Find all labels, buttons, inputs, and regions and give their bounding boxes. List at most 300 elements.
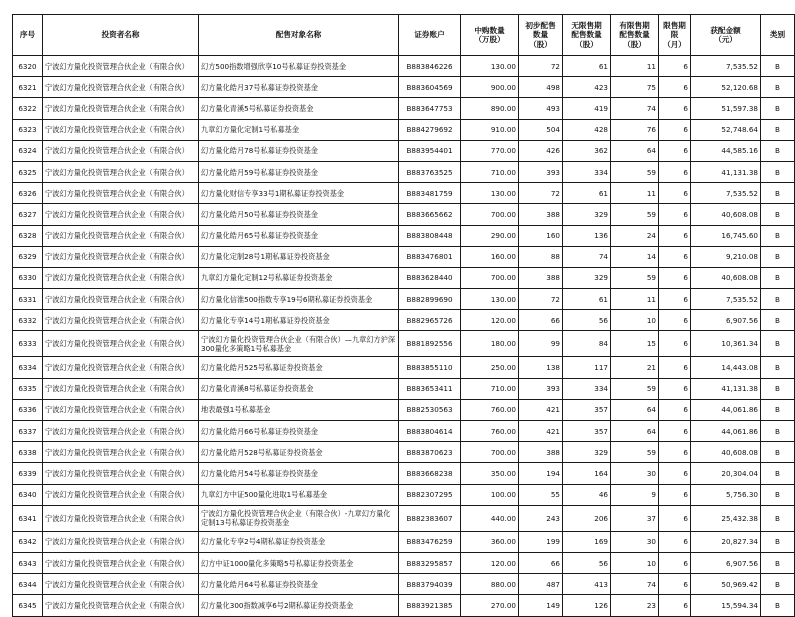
- cell-period: 6: [659, 119, 691, 140]
- cell-target: 地表最强1号私募基金: [199, 399, 399, 420]
- cell-limited: 76: [611, 119, 659, 140]
- cell-limited: 10: [611, 310, 659, 331]
- cell-initial: 504: [519, 119, 563, 140]
- cell-limited: 74: [611, 98, 659, 119]
- cell-seq: 6331: [13, 289, 43, 310]
- cell-initial: 194: [519, 463, 563, 484]
- cell-category: B: [761, 289, 795, 310]
- cell-unlimited: 329: [563, 204, 611, 225]
- cell-subscribe: 120.00: [461, 552, 519, 573]
- cell-initial: 388: [519, 204, 563, 225]
- cell-investor: 宁波幻方量化投资管理合伙企业（有限合伙）: [43, 484, 199, 505]
- cell-limited: 74: [611, 574, 659, 595]
- cell-seq: 6335: [13, 378, 43, 399]
- column-header-line: （元）: [714, 35, 737, 44]
- cell-investor: 宁波幻方量化投资管理合伙企业（有限合伙）: [43, 119, 199, 140]
- cell-account: B883481759: [399, 183, 461, 204]
- cell-limited: 37: [611, 505, 659, 531]
- cell-investor: 宁波幻方量化投资管理合伙企业（有限合伙）: [43, 552, 199, 573]
- column-header-line: （股）: [529, 39, 552, 49]
- cell-target: 幻方量化皓月59号私募证券投资基金: [199, 161, 399, 182]
- cell-category: B: [761, 183, 795, 204]
- cell-seq: 6345: [13, 595, 43, 616]
- cell-subscribe: 350.00: [461, 463, 519, 484]
- column-header-line: 获配金额: [710, 25, 741, 35]
- cell-account: B882899690: [399, 289, 461, 310]
- cell-initial: 160: [519, 225, 563, 246]
- cell-category: B: [761, 463, 795, 484]
- cell-period: 6: [659, 331, 691, 357]
- cell-target: 幻方量化信淮500指数专享19号6期私募证券投资基金: [199, 289, 399, 310]
- table-row: [13, 56, 795, 77]
- cell-subscribe: 180.00: [461, 331, 519, 357]
- cell-period: 6: [659, 310, 691, 331]
- cell-investor: 宁波幻方量化投资管理合伙企业（有限合伙）: [43, 56, 199, 77]
- cell-initial: 498: [519, 77, 563, 98]
- cell-category: B: [761, 331, 795, 357]
- cell-subscribe: 880.00: [461, 574, 519, 595]
- cell-period: 6: [659, 204, 691, 225]
- cell-investor: 宁波幻方量化投资管理合伙企业（有限合伙）: [43, 531, 199, 552]
- cell-seq: 6330: [13, 267, 43, 288]
- column-header-line: 有限售期: [619, 21, 650, 31]
- cell-investor: 宁波幻方量化投资管理合伙企业（有限合伙）: [43, 98, 199, 119]
- cell-limited: 64: [611, 140, 659, 161]
- cell-limited: 59: [611, 378, 659, 399]
- cell-amount: 7,535.52: [691, 289, 761, 310]
- cell-unlimited: 206: [563, 505, 611, 531]
- cell-account: B882530563: [399, 399, 461, 420]
- cell-subscribe: 100.00: [461, 484, 519, 505]
- cell-amount: 5,756.30: [691, 484, 761, 505]
- cell-initial: 72: [519, 289, 563, 310]
- cell-seq: 6321: [13, 77, 43, 98]
- cell-investor: 宁波幻方量化投资管理合伙企业（有限合伙）: [43, 225, 199, 246]
- cell-subscribe: 910.00: [461, 119, 519, 140]
- cell-unlimited: 164: [563, 463, 611, 484]
- cell-category: B: [761, 204, 795, 225]
- cell-period: 6: [659, 463, 691, 484]
- column-header-line: （月）: [663, 39, 686, 49]
- cell-category: B: [761, 421, 795, 442]
- cell-limited: 59: [611, 204, 659, 225]
- cell-category: B: [761, 161, 795, 182]
- allocation-table: [12, 14, 795, 617]
- table-body: [13, 56, 795, 617]
- cell-seq: 6339: [13, 463, 43, 484]
- table-row: [13, 183, 795, 204]
- table-header: [13, 15, 795, 56]
- cell-subscribe: 760.00: [461, 399, 519, 420]
- column-header-line: 配售对象名称: [275, 30, 322, 40]
- cell-investor: 宁波幻方量化投资管理合伙企业（有限合伙）: [43, 310, 199, 331]
- cell-unlimited: 334: [563, 378, 611, 399]
- cell-investor: 宁波幻方量化投资管理合伙企业（有限合伙）: [43, 595, 199, 616]
- cell-account: B883668238: [399, 463, 461, 484]
- column-header-target: [199, 15, 399, 56]
- cell-category: B: [761, 310, 795, 331]
- table-row: [13, 161, 795, 182]
- cell-amount: 15,594.34: [691, 595, 761, 616]
- table-row: [13, 246, 795, 267]
- column-header-line: （万股）: [474, 35, 505, 44]
- cell-subscribe: 900.00: [461, 77, 519, 98]
- column-header-line: 限售期: [663, 21, 686, 31]
- cell-target: 幻方量化青溪5号私募证券投资基金: [199, 98, 399, 119]
- table-row: [13, 505, 795, 531]
- cell-limited: 59: [611, 161, 659, 182]
- cell-amount: 41,131.38: [691, 161, 761, 182]
- cell-period: 6: [659, 77, 691, 98]
- cell-limited: 9: [611, 484, 659, 505]
- cell-period: 6: [659, 289, 691, 310]
- cell-seq: 6343: [13, 552, 43, 573]
- cell-investor: 宁波幻方量化投资管理合伙企业（有限合伙）: [43, 267, 199, 288]
- cell-seq: 6333: [13, 331, 43, 357]
- cell-limited: 14: [611, 246, 659, 267]
- cell-initial: 421: [519, 399, 563, 420]
- cell-category: B: [761, 357, 795, 378]
- cell-amount: 52,120.68: [691, 77, 761, 98]
- cell-investor: 宁波幻方量化投资管理合伙企业（有限合伙）: [43, 331, 199, 357]
- cell-subscribe: 290.00: [461, 225, 519, 246]
- cell-amount: 44,061.86: [691, 399, 761, 420]
- cell-unlimited: 61: [563, 289, 611, 310]
- cell-period: 6: [659, 552, 691, 573]
- cell-category: B: [761, 378, 795, 399]
- table-row: [13, 357, 795, 378]
- column-header-initial: [519, 15, 563, 56]
- cell-account: B883476801: [399, 246, 461, 267]
- table-row: [13, 140, 795, 161]
- table-row: [13, 267, 795, 288]
- cell-seq: 6336: [13, 399, 43, 420]
- cell-investor: 宁波幻方量化投资管理合伙企业（有限合伙）: [43, 289, 199, 310]
- cell-account: B883647753: [399, 98, 461, 119]
- column-header-line: 序号: [19, 30, 36, 40]
- cell-account: B883846226: [399, 56, 461, 77]
- cell-limited: 64: [611, 399, 659, 420]
- cell-limited: 30: [611, 531, 659, 552]
- cell-category: B: [761, 531, 795, 552]
- cell-unlimited: 136: [563, 225, 611, 246]
- cell-initial: 426: [519, 140, 563, 161]
- cell-target: 幻方量化皓月50号私募证券投资基金: [199, 204, 399, 225]
- cell-investor: 宁波幻方量化投资管理合伙企业（有限合伙）: [43, 357, 199, 378]
- cell-target: 幻方量化专享2号4期私募证券投资基金: [199, 531, 399, 552]
- table-row: [13, 442, 795, 463]
- cell-unlimited: 334: [563, 161, 611, 182]
- cell-subscribe: 270.00: [461, 595, 519, 616]
- cell-investor: 宁波幻方量化投资管理合伙企业（有限合伙）: [43, 246, 199, 267]
- cell-amount: 52,748.64: [691, 119, 761, 140]
- cell-limited: 59: [611, 267, 659, 288]
- cell-amount: 40,608.08: [691, 267, 761, 288]
- cell-target: 幻方量化专享14号1期私募证券投资基金: [199, 310, 399, 331]
- cell-target: 幻方量化财信专享33号1期私募证券投资基金: [199, 183, 399, 204]
- cell-investor: 宁波幻方量化投资管理合伙企业（有限合伙）: [43, 77, 199, 98]
- table-row: [13, 552, 795, 573]
- cell-subscribe: 710.00: [461, 378, 519, 399]
- cell-limited: 21: [611, 357, 659, 378]
- cell-category: B: [761, 399, 795, 420]
- cell-target: 幻方中证1000量化多策略5号私募证券投资基金: [199, 552, 399, 573]
- cell-investor: 宁波幻方量化投资管理合伙企业（有限合伙）: [43, 204, 199, 225]
- cell-seq: 6338: [13, 442, 43, 463]
- cell-subscribe: 130.00: [461, 289, 519, 310]
- table-row: [13, 77, 795, 98]
- cell-amount: 10,361.34: [691, 331, 761, 357]
- cell-unlimited: 357: [563, 421, 611, 442]
- table-row: [13, 399, 795, 420]
- cell-category: B: [761, 225, 795, 246]
- cell-category: B: [761, 574, 795, 595]
- cell-subscribe: 360.00: [461, 531, 519, 552]
- cell-target: 宁波幻方量化投资管理合伙企业（有限合伙）—九章幻方沪深300量化多策略1号私募基金: [199, 331, 399, 357]
- cell-target: 幻方500指数增强欣享10号私募证券投资基金: [199, 56, 399, 77]
- cell-category: B: [761, 77, 795, 98]
- cell-initial: 99: [519, 331, 563, 357]
- table-row: [13, 98, 795, 119]
- cell-target: 幻方量化青溪8号私募证券投资基金: [199, 378, 399, 399]
- cell-subscribe: 130.00: [461, 56, 519, 77]
- cell-period: 6: [659, 378, 691, 399]
- cell-seq: 6342: [13, 531, 43, 552]
- column-header-amount: [691, 15, 761, 56]
- cell-category: B: [761, 484, 795, 505]
- cell-investor: 宁波幻方量化投资管理合伙企业（有限合伙）: [43, 378, 199, 399]
- cell-initial: 388: [519, 442, 563, 463]
- cell-amount: 50,969.42: [691, 574, 761, 595]
- cell-limited: 64: [611, 421, 659, 442]
- cell-account: B881892556: [399, 331, 461, 357]
- cell-account: B883804614: [399, 421, 461, 442]
- cell-amount: 40,608.08: [691, 442, 761, 463]
- cell-investor: 宁波幻方量化投资管理合伙企业（有限合伙）: [43, 161, 199, 182]
- cell-limited: 11: [611, 183, 659, 204]
- cell-period: 6: [659, 225, 691, 246]
- cell-investor: 宁波幻方量化投资管理合伙企业（有限合伙）: [43, 505, 199, 531]
- column-header-line: 初步配售: [525, 21, 556, 31]
- cell-target: 幻方量化皓月78号私募证券投资基金: [199, 140, 399, 161]
- cell-category: B: [761, 442, 795, 463]
- column-header-line: 投资者名称: [101, 30, 140, 40]
- cell-amount: 16,745.60: [691, 225, 761, 246]
- cell-amount: 40,608.08: [691, 204, 761, 225]
- cell-investor: 宁波幻方量化投资管理合伙企业（有限合伙）: [43, 463, 199, 484]
- cell-target: 幻方量化皓月64号私募证券投资基金: [199, 574, 399, 595]
- cell-target: 九章幻方量化定制12号私募证券投资基金: [199, 267, 399, 288]
- cell-period: 6: [659, 399, 691, 420]
- cell-target: 幻方量化定制28号1期私募证券投资基金: [199, 246, 399, 267]
- table-row: [13, 484, 795, 505]
- cell-target: 幻方量化皓月525号私募证券投资基金: [199, 357, 399, 378]
- cell-subscribe: 700.00: [461, 267, 519, 288]
- cell-account: B883808448: [399, 225, 461, 246]
- cell-unlimited: 413: [563, 574, 611, 595]
- cell-period: 6: [659, 140, 691, 161]
- cell-account: B884279692: [399, 119, 461, 140]
- cell-target: 幻方量化皓月528号私募证券投资基金: [199, 442, 399, 463]
- cell-account: B883870623: [399, 442, 461, 463]
- cell-investor: 宁波幻方量化投资管理合伙企业（有限合伙）: [43, 574, 199, 595]
- cell-initial: 55: [519, 484, 563, 505]
- cell-seq: 6332: [13, 310, 43, 331]
- cell-amount: 51,597.38: [691, 98, 761, 119]
- column-header-limited: [611, 15, 659, 56]
- cell-account: B883954401: [399, 140, 461, 161]
- cell-category: B: [761, 119, 795, 140]
- cell-investor: 宁波幻方量化投资管理合伙企业（有限合伙）: [43, 399, 199, 420]
- table-row: [13, 378, 795, 399]
- cell-unlimited: 357: [563, 399, 611, 420]
- cell-period: 6: [659, 421, 691, 442]
- cell-initial: 72: [519, 56, 563, 77]
- cell-period: 6: [659, 98, 691, 119]
- cell-unlimited: 423: [563, 77, 611, 98]
- cell-amount: 41,131.38: [691, 378, 761, 399]
- cell-category: B: [761, 505, 795, 531]
- cell-period: 6: [659, 56, 691, 77]
- column-header-line: 配售数量: [571, 30, 602, 40]
- column-header-line: 数量: [532, 30, 549, 40]
- cell-amount: 44,585.16: [691, 140, 761, 161]
- column-header-period: [659, 15, 691, 56]
- column-header-line: 限: [670, 30, 679, 40]
- cell-account: B883665662: [399, 204, 461, 225]
- cell-seq: 6337: [13, 421, 43, 442]
- cell-unlimited: 419: [563, 98, 611, 119]
- cell-initial: 493: [519, 98, 563, 119]
- column-header-seq: [13, 15, 43, 56]
- table-row: [13, 463, 795, 484]
- column-header-line: 类别: [769, 30, 786, 40]
- table-row: [13, 331, 795, 357]
- column-header-investor: [43, 15, 199, 56]
- cell-unlimited: 56: [563, 310, 611, 331]
- column-header-line: 无限售期: [571, 21, 602, 31]
- table-row: [13, 574, 795, 595]
- cell-target: 幻方量化300指数减享6号2期私募证券投资基金: [199, 595, 399, 616]
- cell-account: B882965726: [399, 310, 461, 331]
- cell-initial: 88: [519, 246, 563, 267]
- cell-amount: 7,535.52: [691, 56, 761, 77]
- cell-limited: 24: [611, 225, 659, 246]
- cell-initial: 66: [519, 552, 563, 573]
- cell-target: 九章幻方量化定制1号私募基金: [199, 119, 399, 140]
- cell-subscribe: 700.00: [461, 204, 519, 225]
- cell-seq: 6324: [13, 140, 43, 161]
- cell-account: B883653411: [399, 378, 461, 399]
- cell-seq: 6329: [13, 246, 43, 267]
- cell-period: 6: [659, 246, 691, 267]
- table-row: [13, 531, 795, 552]
- cell-seq: 6328: [13, 225, 43, 246]
- column-header-line: （股）: [575, 39, 598, 49]
- table-row: [13, 595, 795, 616]
- cell-amount: 20,304.04: [691, 463, 761, 484]
- cell-subscribe: 890.00: [461, 98, 519, 119]
- cell-limited: 23: [611, 595, 659, 616]
- cell-amount: 9,210.08: [691, 246, 761, 267]
- cell-seq: 6322: [13, 98, 43, 119]
- cell-unlimited: 84: [563, 331, 611, 357]
- column-header-line: 证券账户: [414, 30, 445, 40]
- cell-period: 6: [659, 267, 691, 288]
- cell-investor: 宁波幻方量化投资管理合伙企业（有限合伙）: [43, 183, 199, 204]
- cell-target: 幻方量化皓月37号私募证券投资基金: [199, 77, 399, 98]
- cell-category: B: [761, 267, 795, 288]
- cell-target: 幻方量化皓月54号私募证券投资基金: [199, 463, 399, 484]
- cell-category: B: [761, 552, 795, 573]
- cell-amount: 6,907.56: [691, 310, 761, 331]
- cell-seq: 6325: [13, 161, 43, 182]
- cell-period: 6: [659, 505, 691, 531]
- cell-unlimited: 61: [563, 56, 611, 77]
- cell-amount: 6,907.56: [691, 552, 761, 573]
- cell-limited: 10: [611, 552, 659, 573]
- cell-initial: 138: [519, 357, 563, 378]
- cell-unlimited: 74: [563, 246, 611, 267]
- cell-limited: 15: [611, 331, 659, 357]
- cell-target: 幻方量化皓月66号私募证券投资基金: [199, 421, 399, 442]
- cell-seq: 6344: [13, 574, 43, 595]
- cell-initial: 149: [519, 595, 563, 616]
- column-header-unlimited: [563, 15, 611, 56]
- cell-subscribe: 250.00: [461, 357, 519, 378]
- cell-unlimited: 61: [563, 183, 611, 204]
- cell-account: B883794039: [399, 574, 461, 595]
- table-row: [13, 204, 795, 225]
- cell-investor: 宁波幻方量化投资管理合伙企业（有限合伙）: [43, 421, 199, 442]
- column-header-subscribe: [461, 15, 519, 56]
- cell-subscribe: 760.00: [461, 421, 519, 442]
- cell-target: 幻方量化皓月65号私募证券投资基金: [199, 225, 399, 246]
- column-header-account: [399, 15, 461, 56]
- column-header-category: [761, 15, 795, 56]
- table-row: [13, 421, 795, 442]
- cell-seq: 6341: [13, 505, 43, 531]
- cell-subscribe: 120.00: [461, 310, 519, 331]
- cell-initial: 393: [519, 378, 563, 399]
- table-row: [13, 289, 795, 310]
- cell-subscribe: 710.00: [461, 161, 519, 182]
- cell-target: 宁波幻方量化投资管理合伙企业（有限合伙）-九章幻方量化定制13号私募证券投资基金: [199, 505, 399, 531]
- cell-amount: 20,827.34: [691, 531, 761, 552]
- cell-initial: 487: [519, 574, 563, 595]
- cell-unlimited: 329: [563, 267, 611, 288]
- cell-limited: 11: [611, 289, 659, 310]
- cell-period: 6: [659, 574, 691, 595]
- cell-account: B882307295: [399, 484, 461, 505]
- cell-subscribe: 160.00: [461, 246, 519, 267]
- cell-unlimited: 126: [563, 595, 611, 616]
- table-row: [13, 310, 795, 331]
- cell-period: 6: [659, 595, 691, 616]
- cell-limited: 59: [611, 442, 659, 463]
- cell-period: 6: [659, 442, 691, 463]
- cell-category: B: [761, 246, 795, 267]
- cell-limited: 11: [611, 56, 659, 77]
- cell-unlimited: 46: [563, 484, 611, 505]
- cell-unlimited: 329: [563, 442, 611, 463]
- table-row: [13, 119, 795, 140]
- cell-period: 6: [659, 484, 691, 505]
- cell-seq: 6334: [13, 357, 43, 378]
- cell-account: B883604569: [399, 77, 461, 98]
- cell-initial: 393: [519, 161, 563, 182]
- cell-initial: 421: [519, 421, 563, 442]
